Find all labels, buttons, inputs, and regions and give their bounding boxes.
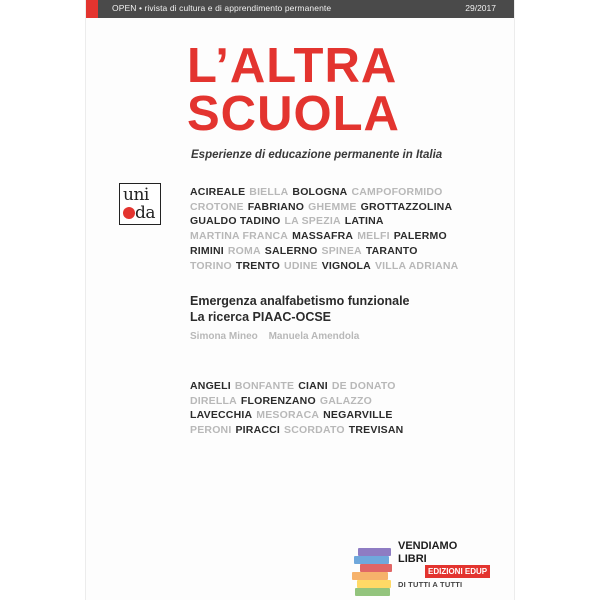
city-name-row bbox=[190, 259, 490, 274]
article-authors bbox=[190, 331, 367, 342]
contributor-name-row bbox=[190, 423, 490, 438]
city-name-row bbox=[190, 200, 490, 215]
contributor-name: DE DONATO bbox=[331, 380, 396, 392]
publisher-text-line-2: LIBRI bbox=[398, 553, 427, 565]
subtitle: Esperienze di educazione permanente in Italia bbox=[191, 149, 443, 161]
unieda-logo bbox=[119, 183, 161, 225]
contributor-name-row bbox=[190, 408, 490, 423]
city-list bbox=[190, 185, 490, 273]
city-name: ACIREALE bbox=[190, 186, 246, 198]
city-name: UDINE bbox=[284, 259, 318, 272]
city-name: ROMA bbox=[227, 244, 261, 257]
city-name: PALERMO bbox=[393, 230, 447, 243]
city-name: GHEMME bbox=[308, 200, 357, 213]
book-icon bbox=[358, 548, 391, 556]
contributor-list bbox=[190, 379, 490, 438]
contributor-name: ANGELI bbox=[190, 380, 231, 392]
logo-e-mark-icon bbox=[123, 207, 135, 219]
contributor-name: PERONI bbox=[190, 424, 232, 437]
book-icon bbox=[357, 580, 391, 588]
city-name: CAMPOFORMIDO bbox=[351, 186, 443, 198]
city-name: CROTONE bbox=[190, 200, 244, 213]
contributor-name: FLORENZANO bbox=[240, 394, 316, 407]
city-name: SALERNO bbox=[264, 244, 318, 257]
city-name: SPINEA bbox=[321, 244, 362, 257]
city-name: MELFI bbox=[357, 230, 390, 243]
city-name: BOLOGNA bbox=[292, 186, 348, 198]
city-name: LA SPEZIA bbox=[284, 215, 341, 228]
publisher-mark bbox=[352, 540, 512, 596]
publisher-badge: EDIZIONI EDUP bbox=[425, 565, 490, 578]
city-name-row bbox=[190, 185, 490, 200]
contributor-name: CIANI bbox=[298, 380, 328, 392]
book-stack-icon bbox=[352, 540, 396, 596]
publisher-text-line-1: VENDIAMO bbox=[398, 540, 458, 552]
contributor-name-row bbox=[190, 394, 490, 409]
city-name: VILLA ADRIANA bbox=[374, 259, 459, 272]
contributor-name: BONFANTE bbox=[234, 380, 295, 392]
contributor-name: PIRACCI bbox=[235, 424, 281, 437]
publisher-tagline: DI TUTTI A TUTTI bbox=[398, 580, 463, 589]
contributor-name: DIRELLA bbox=[190, 394, 237, 407]
contributor-name: SCORDATO bbox=[284, 424, 345, 437]
article-title-line-1: Emergenza analfabetismo funzionale bbox=[190, 294, 410, 308]
city-name: LATINA bbox=[344, 215, 384, 228]
city-name: MASSAFRA bbox=[292, 230, 354, 243]
city-name: VIGNOLA bbox=[321, 259, 371, 272]
title-line-1: L’ALTRA bbox=[187, 39, 398, 93]
author-name: Manuela Amendola bbox=[268, 331, 360, 342]
magazine-cover bbox=[86, 0, 514, 600]
book-icon bbox=[352, 572, 388, 580]
city-name-row bbox=[190, 229, 490, 244]
issue-number: 29/2017 bbox=[465, 3, 496, 13]
contributor-name: GALAZZO bbox=[319, 394, 372, 407]
logo-text-bottom: da bbox=[135, 203, 156, 223]
header-bar bbox=[86, 0, 514, 18]
contributor-name: NEGARVILLE bbox=[323, 409, 393, 422]
city-name: BIELLA bbox=[249, 186, 289, 198]
city-name: FABRIANO bbox=[247, 200, 305, 213]
city-name: MARTINA FRANCA bbox=[190, 230, 289, 243]
city-name-row bbox=[190, 244, 490, 259]
book-icon bbox=[354, 556, 389, 564]
city-name: TORINO bbox=[190, 259, 232, 272]
page-title bbox=[187, 39, 400, 141]
city-name: RIMINI bbox=[190, 244, 224, 257]
header-accent-strip bbox=[86, 0, 98, 18]
logo-bottom bbox=[123, 203, 155, 223]
city-name: TARANTO bbox=[365, 244, 418, 257]
city-name-row bbox=[190, 214, 490, 229]
contributor-name: LAVECCHIA bbox=[190, 409, 253, 422]
title-line-2: SCUOLA bbox=[187, 87, 400, 141]
contributor-name: TREVISAN bbox=[348, 424, 404, 437]
series-label: OPEN • rivista di cultura e di apprendimento permanente bbox=[112, 3, 332, 13]
logo-text-top: uni bbox=[123, 185, 149, 205]
city-name: GUALDO TADINO bbox=[190, 215, 281, 228]
city-name: TRENTO bbox=[235, 259, 281, 272]
featured-article bbox=[190, 293, 410, 325]
article-title-line-2: La ricerca PIAAC-OCSE bbox=[190, 310, 332, 324]
contributor-name: MESORACA bbox=[256, 409, 320, 422]
city-name: GROTTAZZOLINA bbox=[360, 200, 453, 213]
book-icon bbox=[355, 588, 390, 596]
contributor-name-row bbox=[190, 379, 490, 394]
book-icon bbox=[360, 564, 392, 572]
author-name: Simona Mineo bbox=[190, 331, 258, 342]
